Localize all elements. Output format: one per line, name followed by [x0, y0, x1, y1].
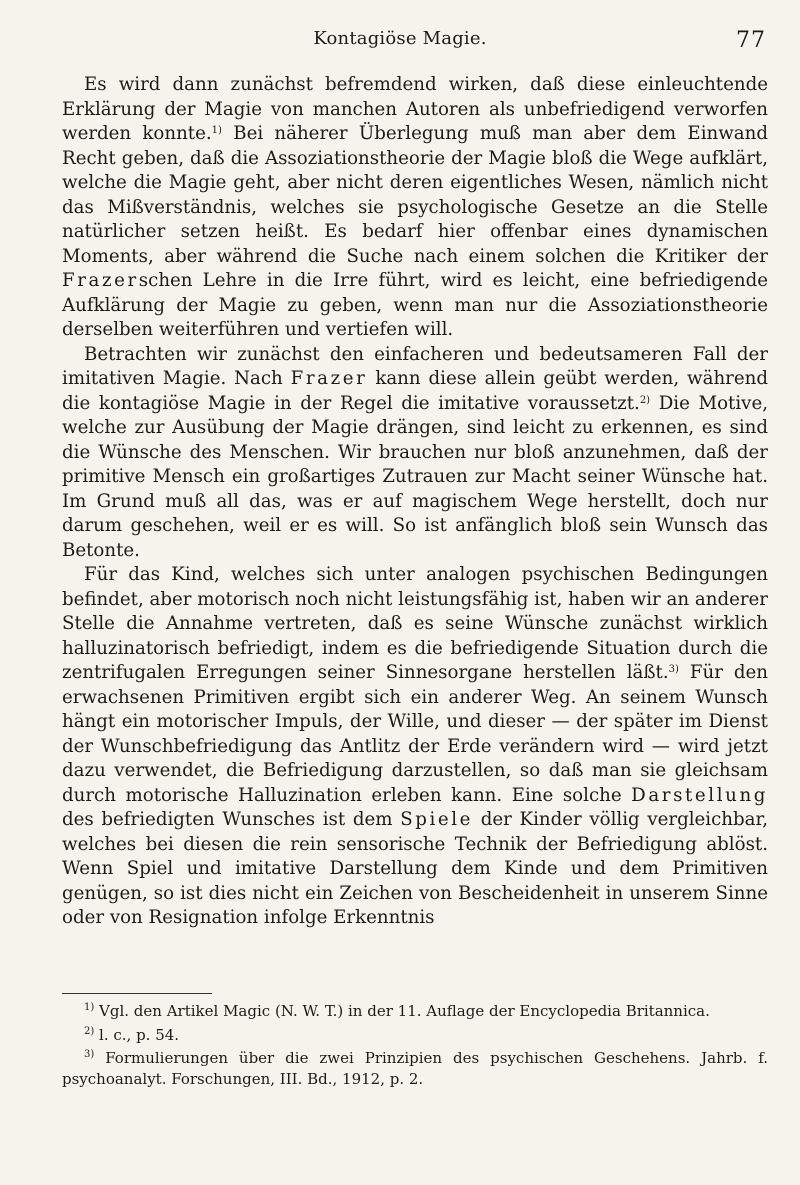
text-run: Die Motive, welche zur Ausübung der Magie drängen, sind leicht zu erkennen, es sind die Wünsche des Menschen. Wir brauchen nur bloß anzunehmen, daß der primitive Mensch ein großartiges Zutrauen zur Macht seiner Wünsche hat. Im Grund muß all das, was er auf magischem Wege herstellt, doch nur darum geschehen, weil er es will. So ist anfänglich bloß sein Wunsch das Betonte.	[62, 392, 768, 561]
text-run: Betrachten wir zunächst den einfacheren und bedeutsameren Fall der imitativen Magie. Nach	[62, 343, 768, 389]
text-run: Es wird dann zunächst befremdend wirken, daß diese einleuchtende Erklärung der Magie von manchen Autoren als unbefriedigend verworfen werden konnte.	[62, 74, 768, 144]
text-run: Für das Kind, welches sich unter analogen psychischen Bedingungen befindet, aber motorisch noch nicht leistungsfähig ist, haben wir an anderer Stelle die Annahme vertreten, daß es seine Wünsche zunächst wirklich halluzinatorisch befriedigt, indem es die befriedigende Situation durch die zentrifugalen Erregungen seiner Sinnesorgane herstellen läßt.	[62, 564, 768, 683]
paragraph-1	[62, 73, 768, 343]
footnote-ref-2: 2)	[639, 394, 651, 406]
footnotes	[62, 1001, 768, 1092]
footnote-3	[62, 1048, 768, 1089]
footnote-rule	[62, 993, 212, 994]
footnote-text: l. c., p. 54.	[94, 1025, 180, 1044]
emphasis-spiele: Spiele	[400, 809, 474, 830]
footnote-2	[62, 1025, 768, 1046]
text-run: schen Lehre in die Irre führt, wird es leicht, eine befriedigende Aufklärung der Magie zu geben, wenn man nur die Assoziationstheorie derselben weiterführen und vertiefen will.	[62, 270, 768, 340]
emphasis-darstellung: Darstellung	[631, 784, 768, 806]
text-run: kann diese allein geübt werden, während die kontagiöse Magie in der Regel die imitative voraussetzt.	[62, 368, 768, 414]
footnote-1	[62, 1001, 768, 1022]
footnote-mark: 2)	[84, 1025, 95, 1037]
text-run: Für den erwachsenen Primitiven ergibt sich ein anderer Weg. An seinem Wunsch hängt ein motorischer Impuls, der Wille, und dieser — der später im Dienst der Wunschbefriedigung das Antlitz der Erde verändern wird — wird jetzt dazu verwendet, die Befriedigung darzustellen, so daß man sie gleichsam durch motorische Halluzination erleben kann. Eine solche	[62, 662, 768, 806]
footnote-text: Formulierungen über die zwei Prinzipien des psychischen Geschehens. Jahrb. f. psychoanalyt. Forschungen, III. Bd., 1912, p. 2.	[62, 1049, 768, 1088]
paragraph-2	[62, 343, 768, 564]
paragraph-3	[62, 563, 768, 931]
text-run: des befriedigten Wunsches ist dem	[62, 809, 401, 830]
body-text	[62, 73, 768, 931]
author-name: Frazer	[62, 270, 139, 291]
author-name: Frazer	[290, 368, 368, 389]
running-head	[0, 28, 800, 58]
page-number: 77	[736, 28, 766, 53]
footnote-mark: 3)	[84, 1049, 95, 1060]
text-run: der Kinder völlig vergleichbar, welches bei diesen die rein sensorische Technik der Befriedigung ablöst. Wenn Spiel und imitative Darstellung dem Kinde und dem Primitiven genügen, so ist dies nicht ein Zeichen von Bescheidenheit in unserem Sinne oder von Resignation infolge Erkenntnis	[62, 809, 768, 928]
footnote-ref-3: 3)	[668, 664, 679, 675]
footnote-mark: 1)	[84, 1002, 95, 1013]
running-title: Kontagiöse Magie.	[313, 28, 487, 49]
text-run: Bei näherer Überlegung muß man aber dem Einwand Recht geben, daß die Assoziationstheorie der Magie bloß die Wege aufklärt, welche die Magie geht, aber nicht deren eigentliches Wesen, nämlich nicht das Mißverständnis, welches sie psychologische Gesetze an die Stelle natürlicher setzen heißt. Es bedarf hier offenbar eines dynamischen Moments, aber während die Suche nach einem solchen die Kritiker der	[62, 123, 768, 267]
footnote-text: Vgl. den Artikel Magic (N. W. T.) in der 11. Auflage der Encyclopedia Britannica.	[94, 1002, 710, 1020]
footnote-ref-1: 1)	[211, 125, 222, 136]
